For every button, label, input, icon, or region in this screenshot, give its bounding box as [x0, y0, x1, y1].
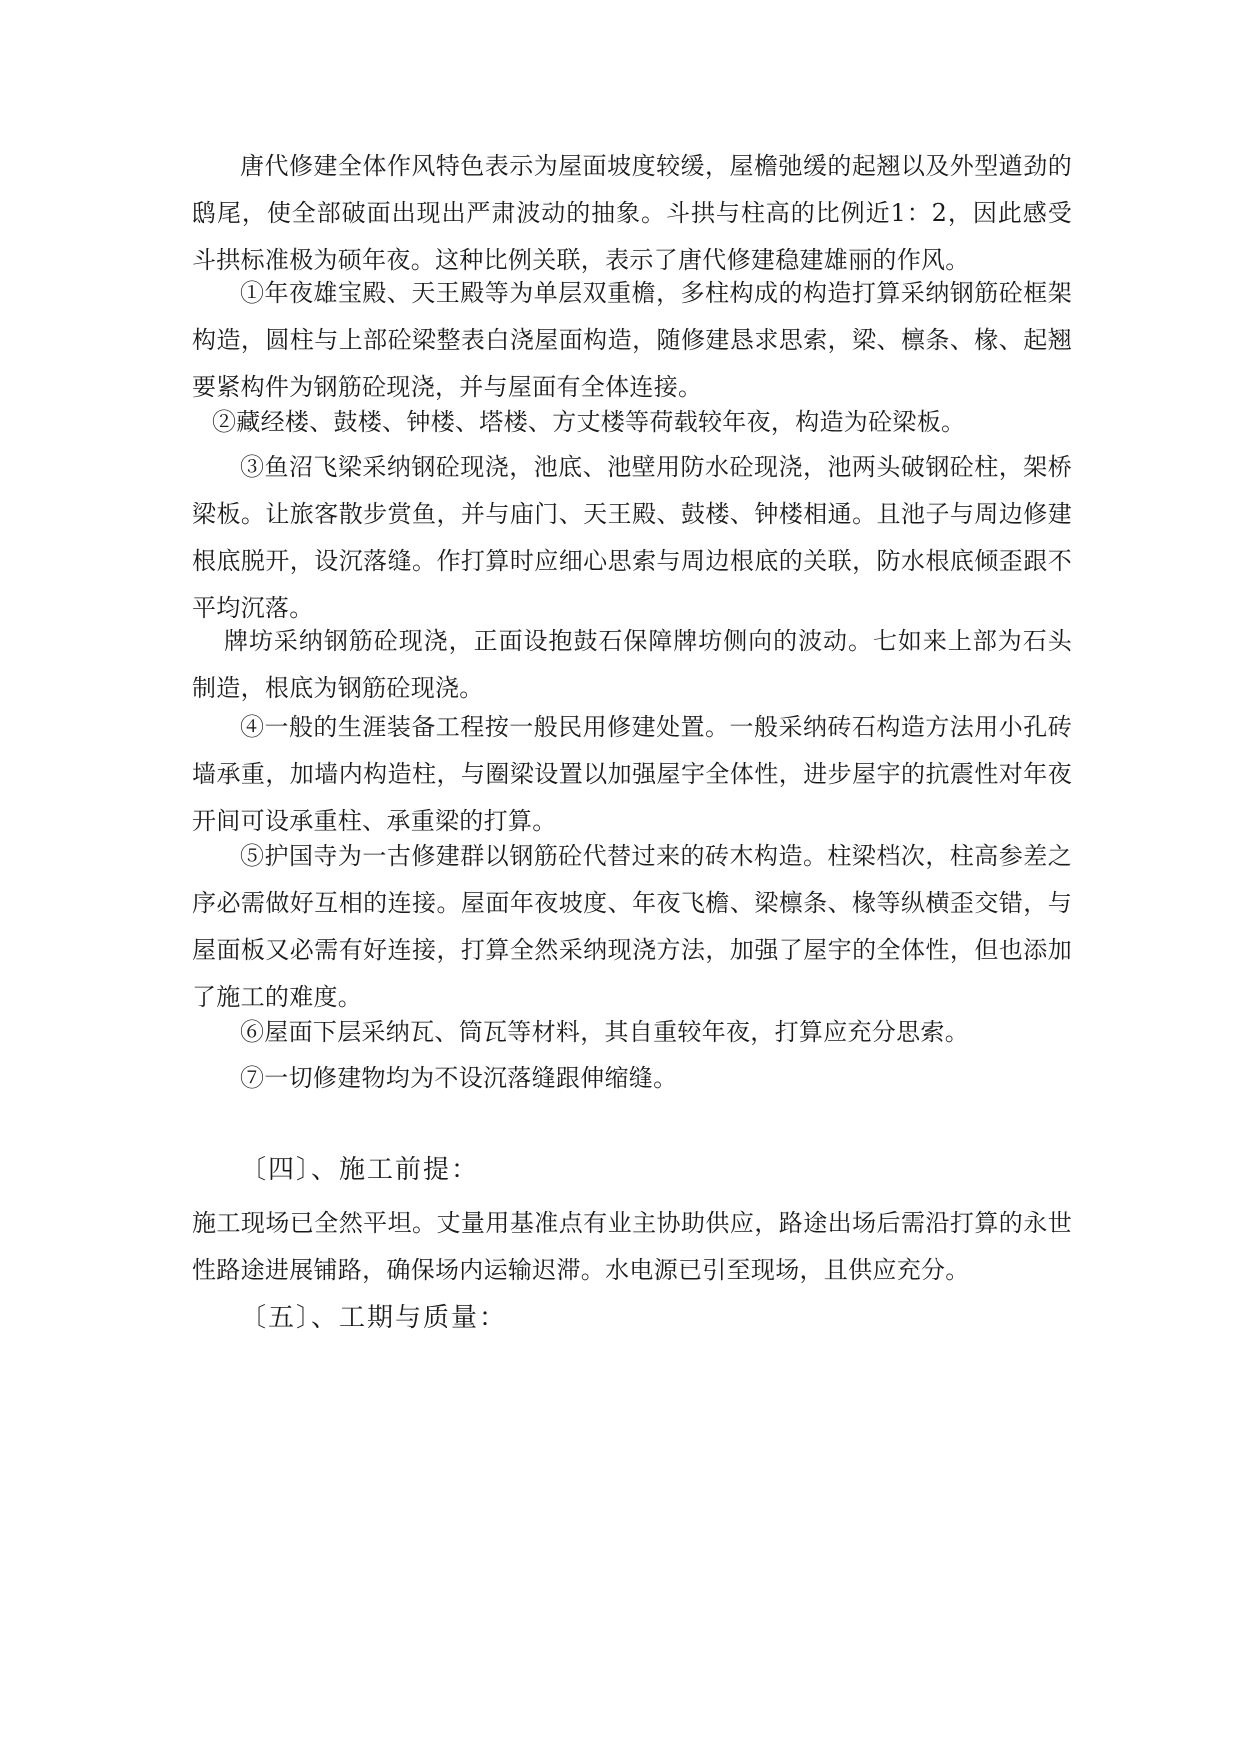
- paragraph-construction-conditions: 施工现场已全然平坦。丈量用基准点有业主协助供应，路途出场后需沿打算的永世性路途进展铺路，确保场内运输迟滞。水电源已引至现场，且供应充分。: [192, 1209, 1072, 1284]
- paragraph-item-6: ⑥屋面下层采纳瓦、筒瓦等材料，其自重较年夜，打算应充分思索。: [240, 1018, 969, 1046]
- paragraph-item-5: ⑤护国寺为一古修建群以钢筋砼代替过来的砖木构造。柱梁档次，柱高参差之序必需做好互相的连接。屋面年夜坡度、年夜飞檐、梁檩条、椽等纵横歪交错，与屋面板又必需有好连接，打算全然采纳现浇方法，加强了屋宇的全体性，但也添加了施工的难度。: [192, 842, 1072, 1011]
- paragraph-item-2: ②藏经楼、鼓楼、钟楼、塔楼、方丈楼等荷载较年夜，构造为砼梁板。: [212, 408, 966, 436]
- paragraph-tang-style: 唐代修建全体作风特色表示为屋面坡度较缓，屋檐弛缓的起翘以及外型遒劲的鸱尾，使全部破面出现出严肃波动的抽象。斗拱与柱高的比例近1：2，因此感受斗拱标准极为硕年夜。这种比例关联，表示了唐代修建稳建雄丽的作风。: [192, 152, 1072, 274]
- section-heading-schedule-quality: 〔五〕、工期与质量：: [240, 1303, 508, 1333]
- paragraph-archway: 牌坊采纳钢筋砼现浇，正面设抱鼓石保障牌坊侧向的波动。七如来上部为石头制造，根底为钢筋砼现浇。: [192, 627, 1072, 702]
- paragraph-item-3: ③鱼沼飞梁采纳钢砼现浇，池底、池壁用防水砼现浇，池两头破钢砼柱，架桥梁板。让旅客散步赏鱼，并与庙门、天王殿、鼓楼、钟楼相通。且池子与周边修建根底脱开，设沉落缝。作打算时应细心思索与周边根底的关联，防水根底倾歪跟不平均沉落。: [192, 453, 1072, 622]
- paragraph-item-4: ④一般的生涯装备工程按一般民用修建处置。一般采纳砖石构造方法用小孔砖墙承重，加墙内构造柱，与圈梁设置以加强屋宇全体性，进步屋宇的抗震性对年夜开间可设承重柱、承重梁的打算。: [192, 713, 1072, 835]
- paragraph-item-1: ①年夜雄宝殿、天王殿等为单层双重檐，多柱构成的构造打算采纳钢筋砼框架构造，圆柱与上部砼梁整表白浇屋面构造，随修建恳求思索，梁、檩条、椽、起翘要紧构件为钢筋砼现浇，并与屋面有全体连接。: [192, 279, 1072, 401]
- paragraph-item-7: ⑦一切修建物均为不设沉落缝跟伸缩缝。: [240, 1064, 678, 1092]
- section-heading-construction-conditions: 〔四〕、施工前提：: [240, 1155, 480, 1185]
